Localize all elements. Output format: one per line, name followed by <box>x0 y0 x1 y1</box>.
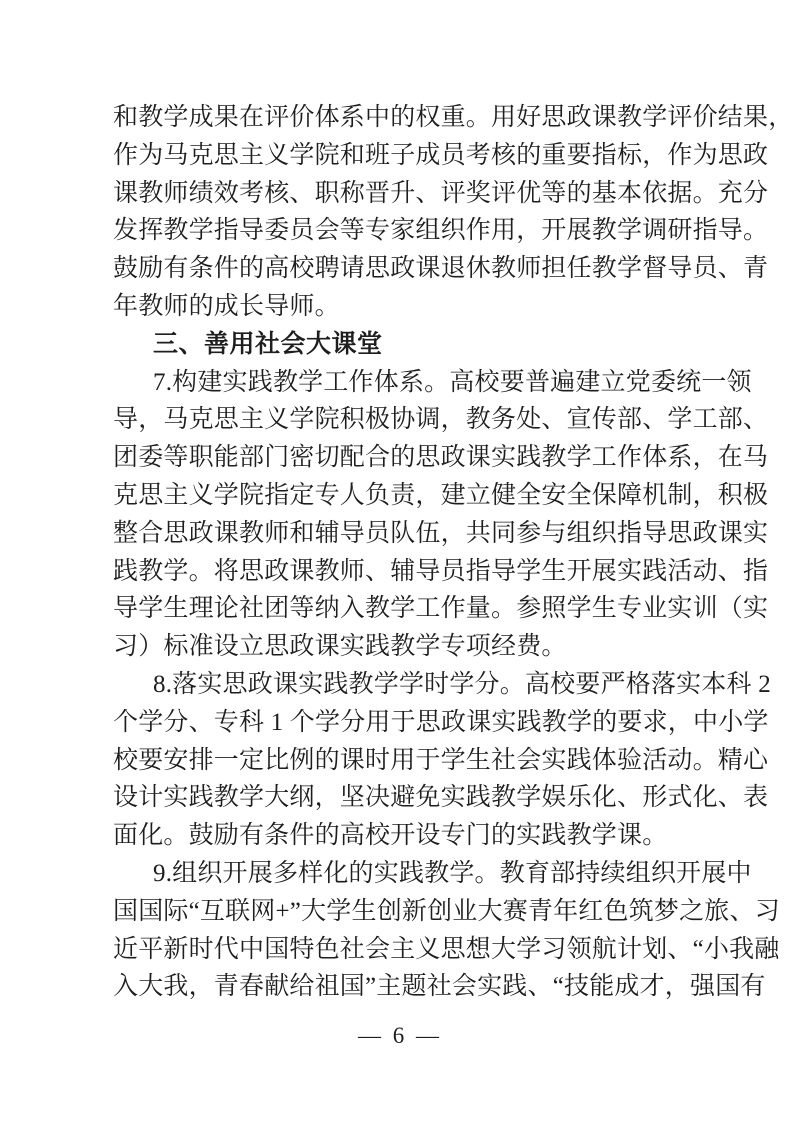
text-line: 和教学成果在评价体系中的权重。用好思政课教学评价结果， <box>113 104 794 131</box>
text-line: 校要安排一定比例的课时用于学生社会实践体验活动。精心 <box>113 746 769 774</box>
paragraph-start-line: 7.构建实践教学工作体系。高校要普遍建立党委统一领 <box>153 368 752 396</box>
section-heading: 三、善用社会大课堂 <box>153 329 383 358</box>
document-text-block <box>113 99 793 1006</box>
text-line: 国国际“互联网+”大学生创新创业大赛青年红色筑梦之旅、习 <box>113 897 780 925</box>
page-number: — 6 — <box>358 1023 442 1048</box>
text-line: 习）标准设立思政课实践教学专项经费。 <box>113 633 567 661</box>
text-line: 鼓励有条件的高校聘请思政课退休教师担任教学督导员、青 <box>113 255 769 283</box>
text-line: 践教学。将思政课教师、辅导员指导学生开展实践活动、指 <box>113 557 769 585</box>
text-line: 团委等职能部门密切配合的思政课实践教学工作体系，在马 <box>113 444 769 472</box>
text-line: 近平新时代中国特色社会主义思想大学习领航计划、“小我融 <box>113 935 780 963</box>
text-line: 克思主义学院指定专人负责，建立健全安全保障机制，积极 <box>113 481 769 509</box>
text-line: 作为马克思主义学院和班子成员考核的重要指标，作为思政 <box>113 141 769 169</box>
text-line: 设计实践教学大纲，坚决避免实践教学娱乐化、形式化、表 <box>113 784 769 812</box>
text-line: 年教师的成长导师。 <box>113 292 340 320</box>
text-line: 导学生理论社团等纳入教学工作量。参照学生专业实训（实 <box>113 595 769 623</box>
text-line: 个学分、专科 1 个学分用于思政课实践教学的要求，中小学 <box>113 708 769 736</box>
text-line: 整合思政课教师和辅导员队伍，共同参与组织指导思政课实 <box>113 519 769 547</box>
text-line: 课教师绩效考核、职称晋升、评奖评优等的基本依据。充分 <box>113 179 769 207</box>
text-line: 面化。鼓励有条件的高校开设专门的实践教学课。 <box>113 822 668 850</box>
text-line: 发挥教学指导委员会等专家组织作用，开展教学调研指导。 <box>113 217 769 245</box>
text-line: 入大我，青春献给祖国”主题社会实践、“技能成才，强国有 <box>113 973 766 1001</box>
text-line: 导，马克思主义学院积极协调，教务处、宣传部、学工部、 <box>113 406 769 434</box>
paragraph-start-line: 9.组织开展多样化的实践教学。教育部持续组织开展中 <box>153 859 752 887</box>
paragraph-start-line: 8.落实思政课实践教学学时学分。高校要严格落实本科 2 <box>153 670 771 698</box>
